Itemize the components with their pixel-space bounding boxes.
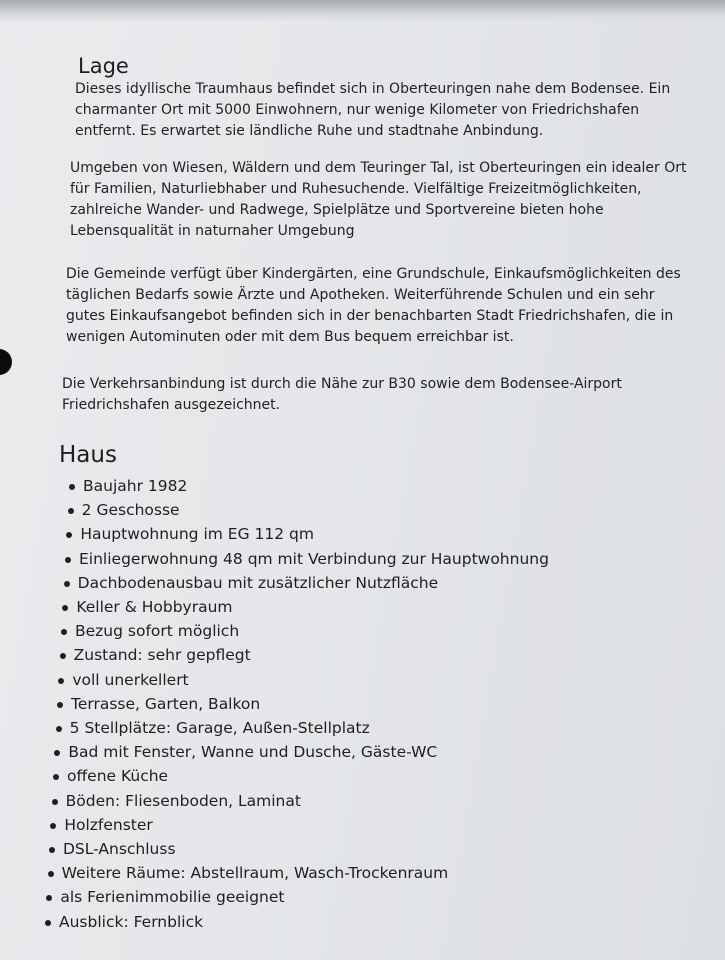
feature-item: 5 Stellplätze: Garage, Außen-Stellplatz bbox=[69, 719, 370, 737]
bullet-icon bbox=[56, 726, 62, 732]
bullet-icon bbox=[58, 678, 64, 684]
bullet-icon bbox=[65, 557, 71, 563]
feature-item: Keller & Hobbyraum bbox=[76, 598, 233, 616]
feature-item: Böden: Fliesenboden, Laminat bbox=[65, 791, 301, 810]
bullet-icon bbox=[61, 629, 67, 635]
bullet-icon bbox=[49, 847, 55, 853]
lage-paragraph-1: Dieses idyllische Traumhaus befindet sich in Oberteuringen nahe dem Bodensee. Ein charmanter Ort mit 5000 Einwohnern, nur wenige Kilometer von Friedrichshafen entfernt. Es erwartet sie ländliche Ruhe und stadtnahe Anbindung. bbox=[75, 81, 671, 139]
lage-paragraph-3: Die Gemeinde verfügt über Kindergärten, eine Grundschule, Einkaufsmöglichkeiten des täglichen Bedarfs sowie Ärzte und Apotheken. Weiterführende Schulen und ein sehr gutes Einkaufsangebot befinden sich in der benachbarten Stadt Friedrichshafen, die in wenigen Autominuten oder mit dem Bus bequem erreichbar ist. bbox=[66, 266, 681, 345]
feature-item: Bad mit Fenster, Wanne und Dusche, Gäste-WC bbox=[68, 743, 438, 762]
section-title-lage: Lage bbox=[78, 54, 129, 78]
bullet-icon bbox=[69, 484, 75, 490]
bullet-icon bbox=[62, 605, 68, 611]
bullet-icon bbox=[54, 750, 60, 756]
bullet-icon bbox=[46, 895, 52, 901]
feature-item: Terrasse, Garten, Balkon bbox=[71, 694, 261, 713]
bullet-icon bbox=[48, 871, 54, 877]
lage-paragraph-4: Die Verkehrsanbindung ist durch die Nähe zur B30 sowie dem Bodensee-Airport Friedrichshafen ausgezeichnet. bbox=[62, 376, 622, 413]
feature-item: voll unerkellert bbox=[72, 670, 189, 689]
bullet-icon bbox=[53, 774, 59, 780]
bullet-icon bbox=[50, 823, 56, 829]
feature-item: offene Küche bbox=[67, 767, 169, 786]
punch-hole bbox=[0, 349, 12, 375]
feature-item: Hauptwohnung im EG 112 qm bbox=[80, 525, 314, 544]
feature-item: Zustand: sehr gepflegt bbox=[73, 646, 251, 665]
bullet-icon bbox=[52, 799, 58, 805]
bullet-icon bbox=[57, 702, 63, 708]
section-title-haus: Haus bbox=[59, 442, 117, 468]
page-top-shadow bbox=[0, 0, 725, 22]
feature-item: DSL-Anschluss bbox=[63, 840, 176, 858]
feature-item: 2 Geschosse bbox=[81, 501, 180, 520]
bullet-icon bbox=[68, 508, 74, 514]
feature-item: Dachbodenausbau mit zusätzlicher Nutzfläche bbox=[77, 573, 439, 592]
bullet-icon bbox=[66, 532, 72, 538]
feature-item: Weitere Räume: Abstellraum, Wasch-Trockenraum bbox=[61, 864, 449, 883]
bullet-icon bbox=[45, 920, 51, 926]
feature-item: Baujahr 1982 bbox=[83, 477, 188, 495]
bullet-icon bbox=[60, 653, 66, 659]
feature-item: Ausblick: Fernblick bbox=[59, 912, 204, 931]
bullet-icon bbox=[64, 581, 70, 587]
feature-item: Holzfenster bbox=[64, 815, 153, 834]
feature-item: als Ferienimmobilie geeignet bbox=[60, 888, 285, 907]
lage-paragraph-2: Umgeben von Wiesen, Wäldern und dem Teuringer Tal, ist Oberteuringen ein idealer Ort für Familien, Naturliebhaber und Ruhesuchende. Vielfältige Freizeitmöglichkeiten, zahlreiche Wander- und Radwege, Spielplätze und Sportvereine bieten hohe Lebensqualität in naturnaher Umgebung bbox=[70, 160, 687, 239]
feature-item: Bezug sofort möglich bbox=[75, 622, 240, 641]
feature-item: Einliegerwohnung 48 qm mit Verbindung zur Hauptwohnung bbox=[79, 549, 549, 568]
